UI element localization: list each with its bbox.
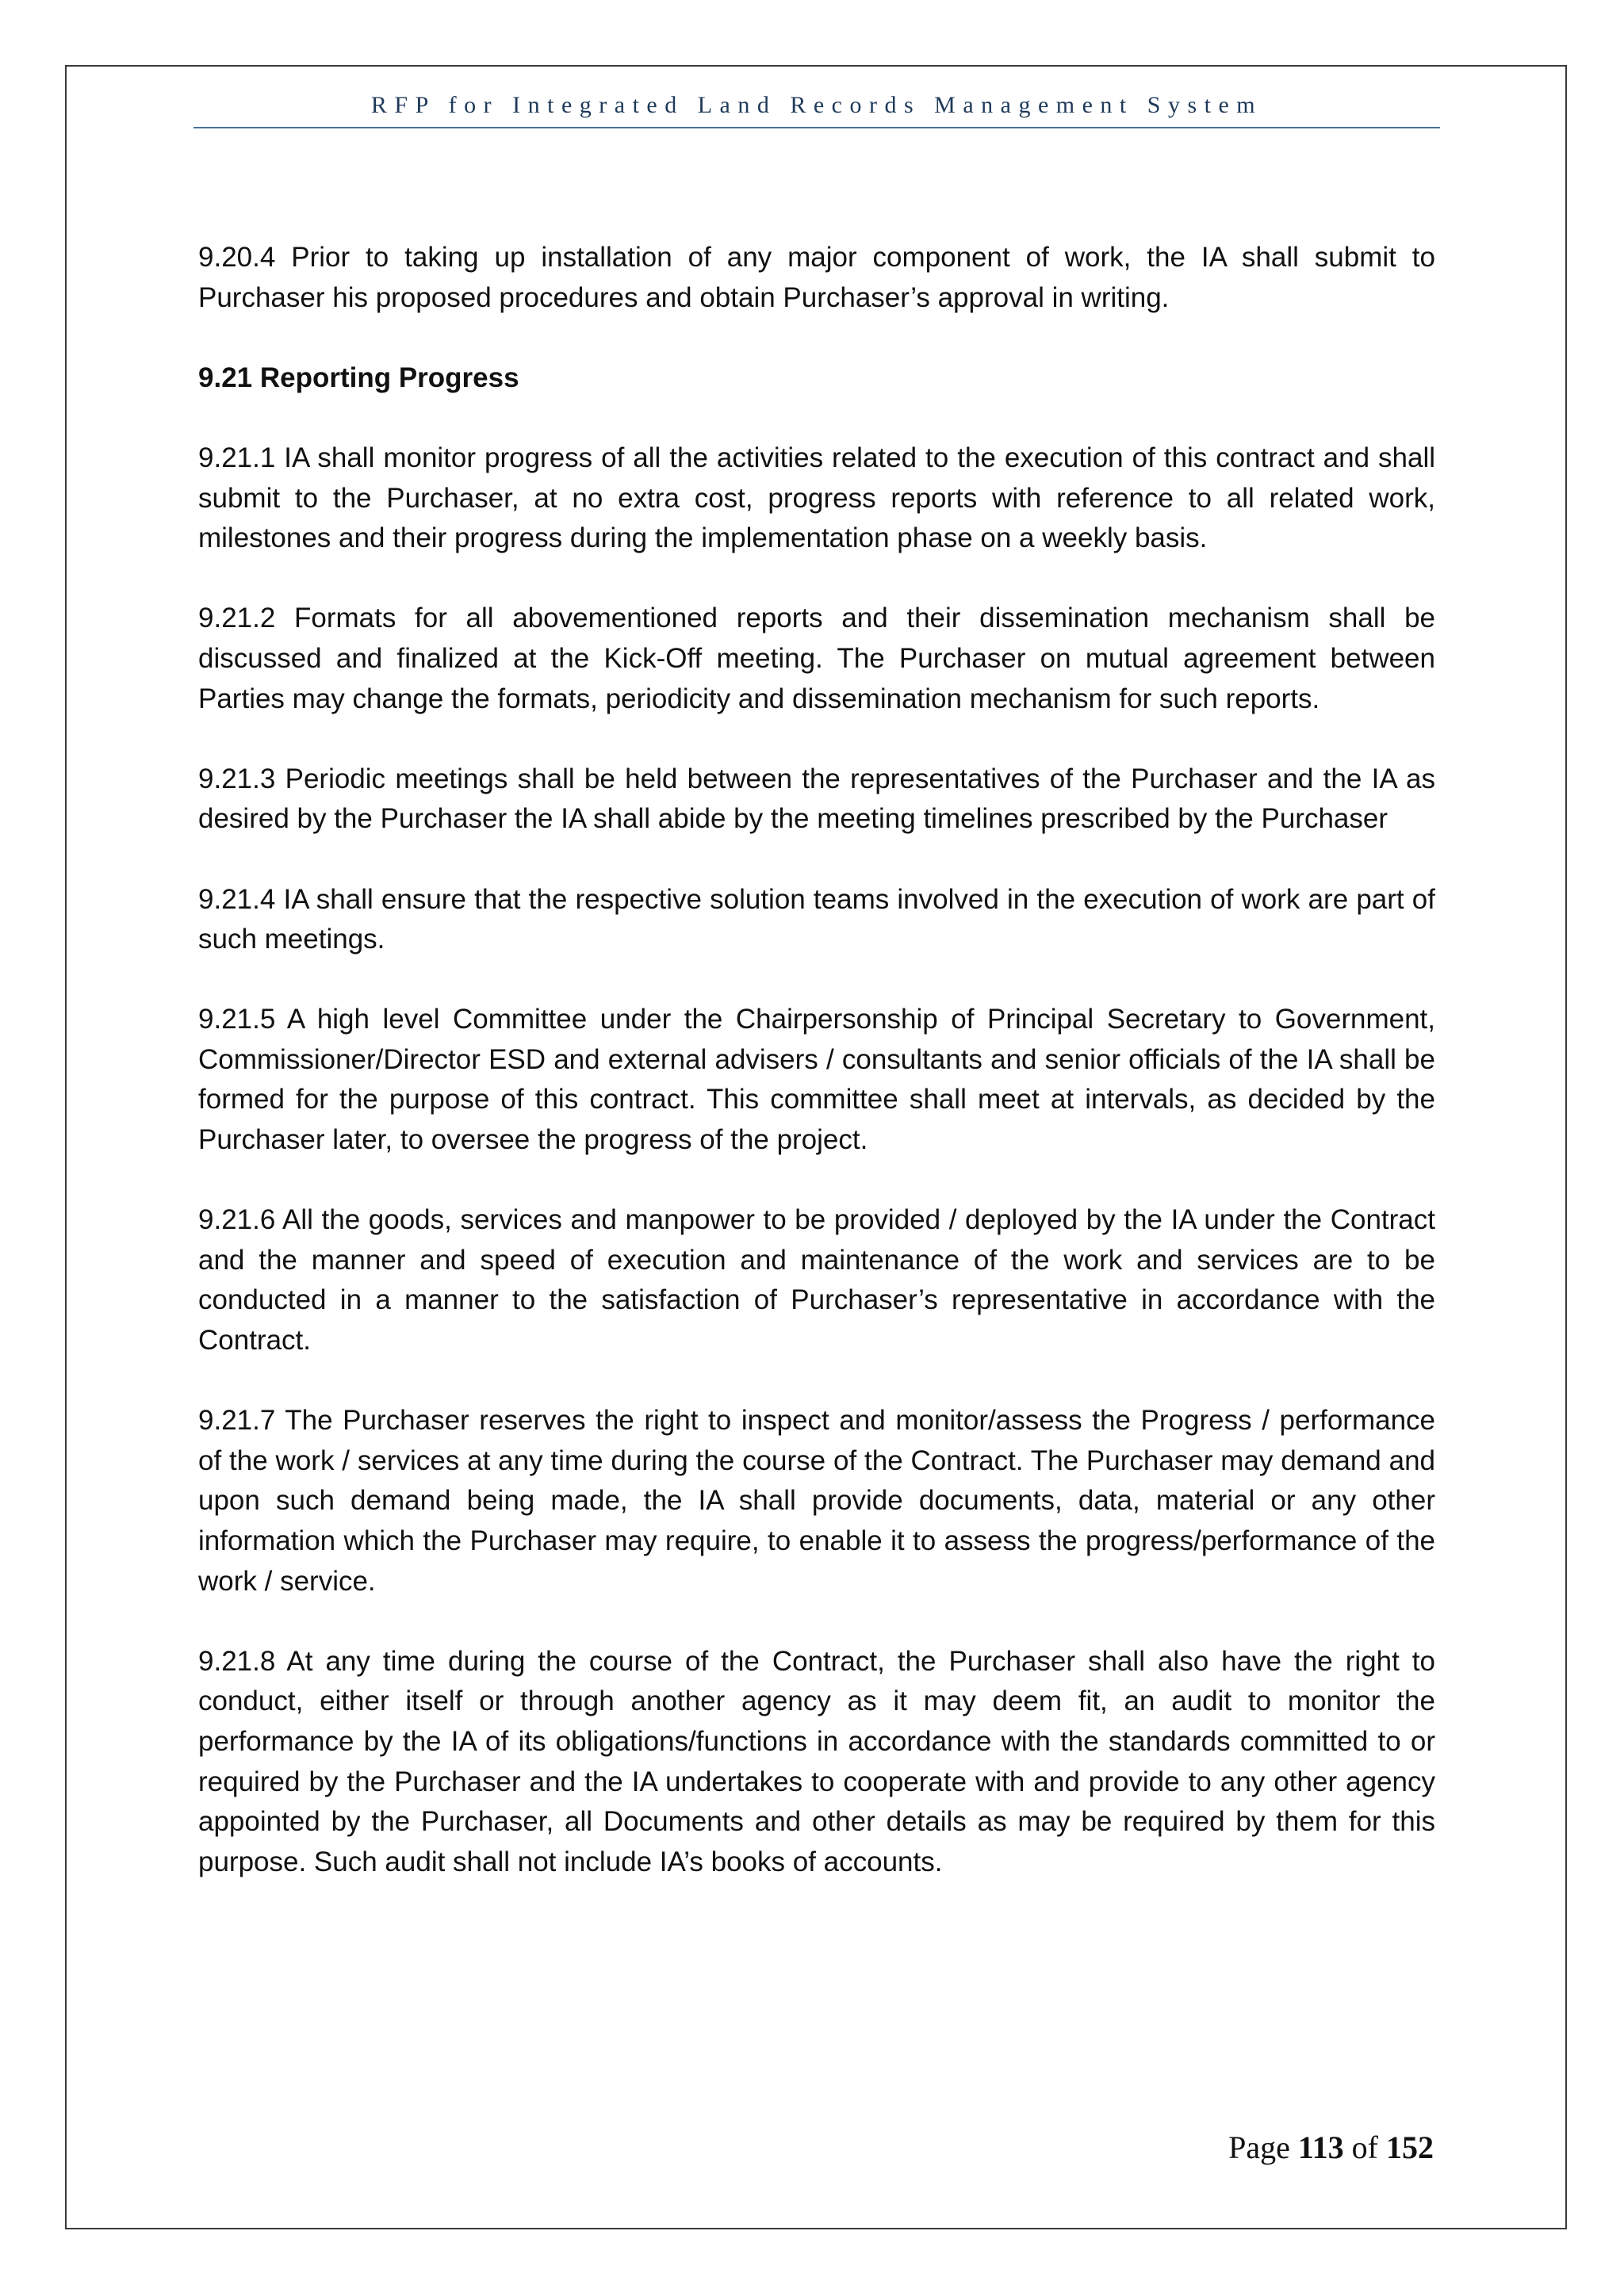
paragraph-9-21-6: 9.21.6 All the goods, services and manpower to be provided / deployed by the IA under the Contract and the manner and speed of execution and maintenance of the work and services are to be conducted in a manner to the satisfaction of Purchaser’s representative in accordance with the Contract. (198, 1204, 1435, 1357)
section-heading-9-21: 9.21 Reporting Progress (198, 362, 519, 393)
header-rule (193, 127, 1440, 128)
page-total: 152 (1386, 2130, 1434, 2165)
paragraph-9-21-4: 9.21.4 IA shall ensure that the respective solution teams involved in the execution of work are part of such meetings. (198, 883, 1435, 955)
page-of: of (1351, 2130, 1378, 2165)
paragraph-9-21-8: 9.21.8 At any time during the course of the Contract, the Purchaser shall also have the right to conduct, either itself or through another agency as it may deem fit, an audit to monitor the performance by the IA of its obligations/functions in accordance with the standards committed to or required by the Purchaser and the IA undertakes to cooperate with and provide to any other agency appointed by the Purchaser, all Documents and other details as may be required by them for this purpose. Such audit shall not include IA’s books of accounts. (198, 1645, 1435, 1877)
paragraph-9-20-4: 9.20.4 Prior to taking up installation of any major component of work, the IA shall submit to Purchaser his proposed procedures and obtain Purchaser’s approval in writing. (198, 242, 1435, 313)
paragraph-9-21-2: 9.21.2 Formats for all abovementioned reports and their dissemination mechanism shall be discussed and finalized at the Kick-Off meeting. The Purchaser on mutual agreement between Parties may change the formats, periodicity and dissemination mechanism for such reports. (198, 603, 1435, 714)
paragraph-9-21-1: 9.21.1 IA shall monitor progress of all the activities related to the execution of this contract and shall submit to the Purchaser, at no extra cost, progress reports with reference to all related work, milestones and their progress during the implementation phase on a weekly basis. (198, 442, 1435, 554)
page-current: 113 (1297, 2130, 1344, 2165)
page-label: Page (1228, 2130, 1290, 2165)
paragraph-9-21-3: 9.21.3 Periodic meetings shall be held between the representatives of the Purchaser and the IA as desired by the Purchaser the IA shall abide by the meeting timelines prescribed by the Purchaser (198, 763, 1435, 835)
running-header: RFP for Integrated Land Records Management System (370, 92, 1263, 118)
paragraph-9-21-7: 9.21.7 The Purchaser reserves the right to inspect and monitor/assess the Progress / performance of the work / services at any time during the course of the Contract. The Purchaser may demand and upon such demand being made, the IA shall provide documents, data, material or any other information which the Purchaser may require, to enable it to assess the progress/performance of the work / service. (198, 1405, 1435, 1597)
paragraph-9-21-5: 9.21.5 A high level Committee under the Chairpersonship of Principal Secretary to Government, Commissioner/Director ESD and external advisers / consultants and senior officials of the IA shall be formed for the purpose of this contract. This committee shall meet at intervals, as decided by the Purchaser later, to oversee the progress of the project. (198, 1004, 1435, 1156)
document-body (198, 238, 1435, 1923)
page-number (1228, 2129, 1434, 2166)
